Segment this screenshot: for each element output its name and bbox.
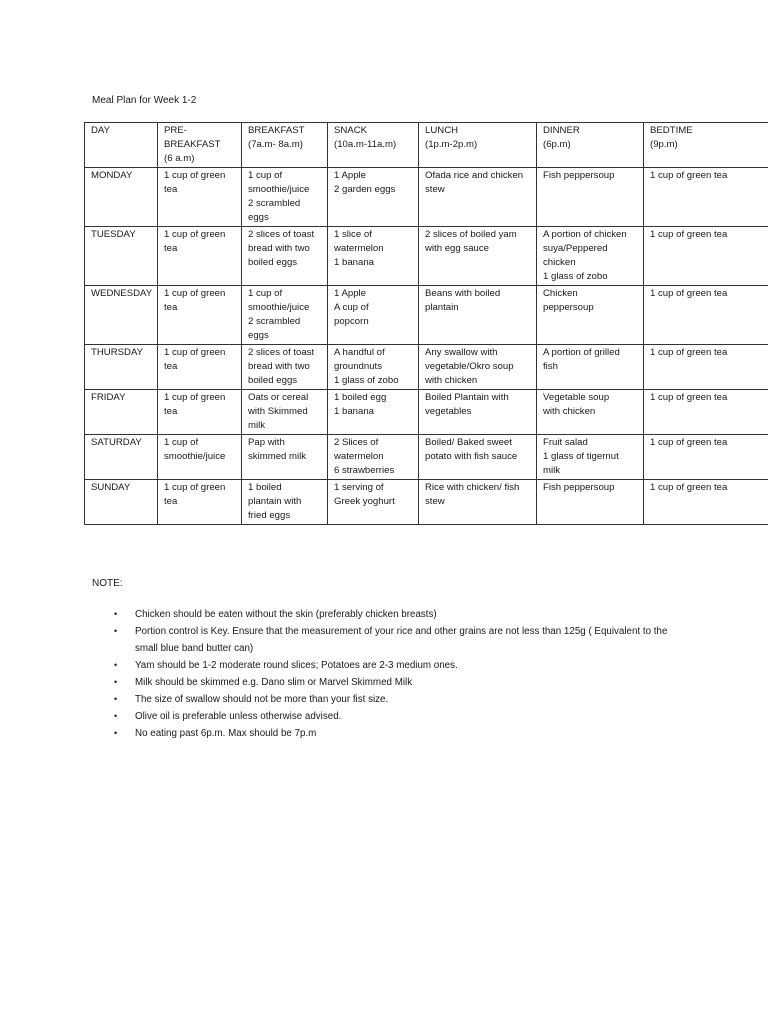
list-item: [92, 674, 692, 691]
bedtime-cell: 1 cup of green tea: [644, 435, 768, 480]
table-row: [85, 227, 768, 286]
breakfast-cell: 1 cup of smoothie/juice 2 scrambled eggs: [242, 286, 328, 345]
document-title: Meal Plan for Week 1-2: [92, 95, 197, 106]
header-day: DAY: [85, 123, 158, 168]
header-dinner: DINNER (6p.m): [537, 123, 644, 168]
dinner-cell: Chicken peppersoup: [537, 286, 644, 345]
lunch-cell: Rice with chicken/ fish stew: [419, 480, 537, 525]
snack-cell: 1 boiled egg 1 banana: [328, 390, 419, 435]
pre-breakfast-cell: 1 cup of smoothie/juice: [158, 435, 242, 480]
table-row: [85, 168, 768, 227]
dinner-cell: Fruit salad 1 glass of tigernut milk: [537, 435, 644, 480]
day-cell: MONDAY: [85, 168, 158, 227]
note-text: Portion control is Key. Ensure that the measurement of your rice and other grains are not less than 125g ( Equivalent to the small blue band butter can): [135, 626, 668, 654]
bullet-icon: •: [114, 660, 118, 670]
bedtime-cell: 1 cup of green tea: [644, 345, 768, 390]
breakfast-cell: 1 cup of smoothie/juice 2 scrambled eggs: [242, 168, 328, 227]
pre-breakfast-cell: 1 cup of green tea: [158, 286, 242, 345]
dinner-cell: Fish peppersoup: [537, 480, 644, 525]
snack-cell: 1 serving of Greek yoghurt: [328, 480, 419, 525]
table-header-row: [85, 123, 768, 168]
day-cell: SATURDAY: [85, 435, 158, 480]
breakfast-cell: 2 slices of toast bread with two boiled eggs: [242, 345, 328, 390]
pre-breakfast-cell: 1 cup of green tea: [158, 480, 242, 525]
note-text: Olive oil is preferable unless otherwise advised.: [135, 711, 342, 722]
table-row: [85, 345, 768, 390]
pre-breakfast-cell: 1 cup of green tea: [158, 390, 242, 435]
bedtime-cell: 1 cup of green tea: [644, 390, 768, 435]
note-text: Milk should be skimmed e.g. Dano slim or Marvel Skimmed Milk: [135, 677, 413, 688]
lunch-cell: Any swallow with vegetable/Okro soup with chicken: [419, 345, 537, 390]
snack-cell: A handful of groundnuts 1 glass of zobo: [328, 345, 419, 390]
breakfast-cell: 1 boiled plantain with fried eggs: [242, 480, 328, 525]
header-breakfast: BREAKFAST (7a.m- 8a.m): [242, 123, 328, 168]
list-item: [92, 708, 692, 725]
note-text: Yam should be 1-2 moderate round slices; Potatoes are 2-3 medium ones.: [135, 660, 458, 671]
bullet-icon: •: [114, 694, 118, 704]
header-bedtime: BEDTIME (9p.m): [644, 123, 768, 168]
day-cell: THURSDAY: [85, 345, 158, 390]
snack-cell: 1 slice of watermelon 1 banana: [328, 227, 419, 286]
bullet-icon: •: [114, 609, 118, 619]
dinner-cell: A portion of grilled fish: [537, 345, 644, 390]
bullet-icon: •: [114, 677, 118, 687]
day-cell: SUNDAY: [85, 480, 158, 525]
dinner-cell: Vegetable soup with chicken: [537, 390, 644, 435]
note-text: Chicken should be eaten without the skin (preferably chicken breasts): [135, 609, 437, 620]
breakfast-cell: Pap with skimmed milk: [242, 435, 328, 480]
list-item: [92, 606, 692, 623]
pre-breakfast-cell: 1 cup of green tea: [158, 227, 242, 286]
list-item: [92, 657, 692, 674]
snack-cell: 1 Apple 2 garden eggs: [328, 168, 419, 227]
list-item: [92, 725, 692, 742]
pre-breakfast-cell: 1 cup of green tea: [158, 168, 242, 227]
dinner-cell: A portion of chicken suya/Peppered chicken 1 glass of zobo: [537, 227, 644, 286]
note-text: No eating past 6p.m. Max should be 7p.m: [135, 728, 317, 739]
bedtime-cell: 1 cup of green tea: [644, 480, 768, 525]
note-heading: NOTE:: [92, 578, 123, 589]
lunch-cell: Boiled Plantain with vegetables: [419, 390, 537, 435]
table-row: [85, 286, 768, 345]
lunch-cell: 2 slices of boiled yam with egg sauce: [419, 227, 537, 286]
list-item: [92, 691, 692, 708]
bullet-icon: •: [114, 728, 118, 738]
lunch-cell: Ofada rice and chicken stew: [419, 168, 537, 227]
meal-plan-table: [84, 122, 768, 525]
snack-cell: 2 Slices of watermelon 6 strawberries: [328, 435, 419, 480]
bedtime-cell: 1 cup of green tea: [644, 286, 768, 345]
bedtime-cell: 1 cup of green tea: [644, 168, 768, 227]
header-pre-breakfast: PRE- BREAKFAST (6 a.m): [158, 123, 242, 168]
table-row: [85, 435, 768, 480]
list-item: [92, 623, 692, 657]
notes-list: [92, 606, 692, 742]
header-lunch: LUNCH (1p.m-2p.m): [419, 123, 537, 168]
bedtime-cell: 1 cup of green tea: [644, 227, 768, 286]
lunch-cell: Beans with boiled plantain: [419, 286, 537, 345]
lunch-cell: Boiled/ Baked sweet potato with fish sauce: [419, 435, 537, 480]
breakfast-cell: Oats or cereal with Skimmed milk: [242, 390, 328, 435]
dinner-cell: Fish peppersoup: [537, 168, 644, 227]
day-cell: TUESDAY: [85, 227, 158, 286]
bullet-icon: •: [114, 626, 118, 636]
table-row: [85, 480, 768, 525]
table-row: [85, 390, 768, 435]
bullet-icon: •: [114, 711, 118, 721]
day-cell: FRIDAY: [85, 390, 158, 435]
day-cell: WEDNESDAY: [85, 286, 158, 345]
breakfast-cell: 2 slices of toast bread with two boiled eggs: [242, 227, 328, 286]
note-text: The size of swallow should not be more than your fist size.: [135, 694, 389, 705]
pre-breakfast-cell: 1 cup of green tea: [158, 345, 242, 390]
snack-cell: 1 Apple A cup of popcorn: [328, 286, 419, 345]
header-snack: SNACK (10a.m-11a.m): [328, 123, 419, 168]
